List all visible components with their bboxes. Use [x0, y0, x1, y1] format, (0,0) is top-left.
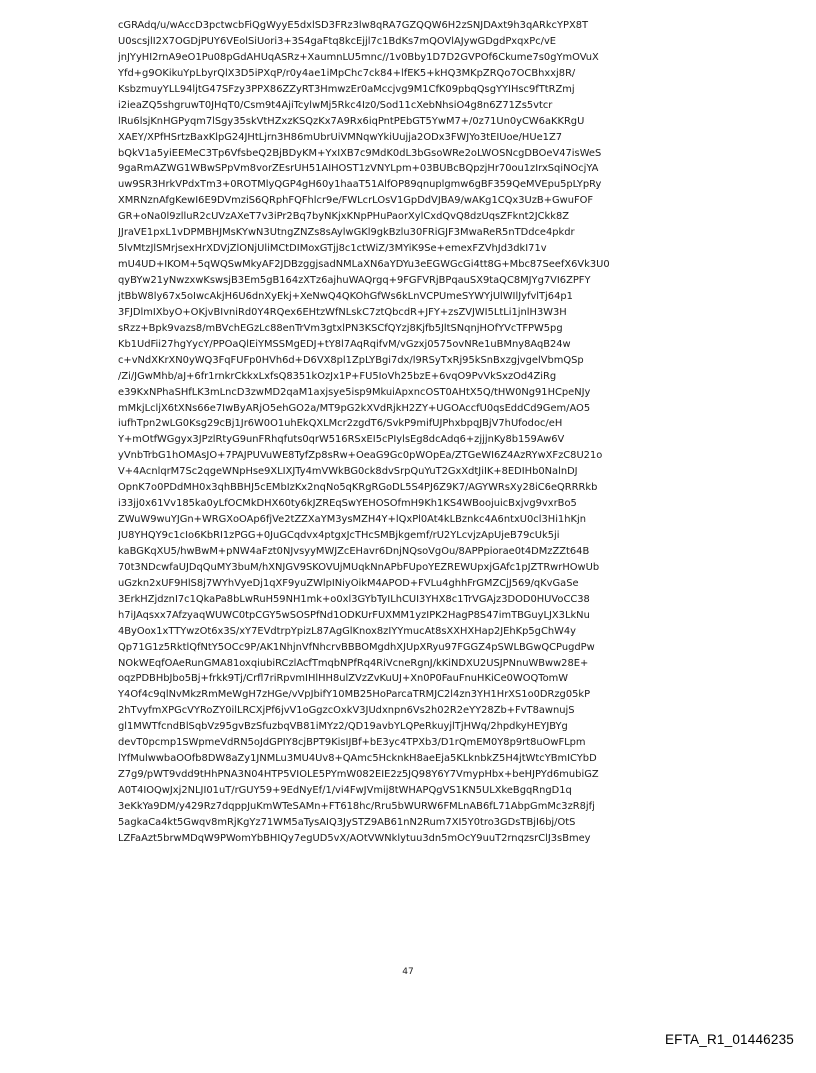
text-line: U0scsjlI2X7OGDjPUY6VEolSiUori3+3S4gaFtq8kcEjjl7c1BdKs7mQOVlAJywGDgdPxqxPc/vE [118, 35, 557, 47]
text-line: iufhTpn2wLG0Ksg29cBj1Jr6W0O1uhEkQXLMcr2zgdT6/SvkP9mifUJPhxbpqJBjV7hUfodoc/eH [118, 418, 563, 430]
text-line: kaBGKqXU5/hwBwM+pNW4aFzt0NJvsyyMWJZcEHavr6DnjNQsoVgOu/8APPpiorae0t4DMzZZt64B [118, 545, 590, 557]
text-line: JU8YHQY9c1cIo6KbRI1zPGG+0JuGCqdvx4ptgxJcTHcSMBjkgemf/rU2YLcvjzApUjeB79cUk5ji [118, 530, 560, 541]
text-line: mU4UD+IKOM+5qWQSwMkyAF2JDBzggjsadNMLaXN6aYDYu3eEGWGcGi4tt8G+Mbc87SeefX6Vk3U0 [118, 259, 610, 271]
encoded-text-block [118, 18, 718, 847]
text-line: 5lvMtzJlSMrjsexHrXDVjZlONjUliMCtDIMoxGTjj8c1ctWiZ/3MYiK9Se+emexFZVhJd3dkI71v [118, 243, 547, 255]
text-line: gl1MWTfcndBlSqbVz95gvBzSfuzbqVB81iMYz2/QD19avbYLQPeRkuyjlTjHWq/2hpdkyHEYJBYg [118, 721, 568, 733]
text-line: 3FJDlmIXbyO+OKjvBIvniRd0Y4RQex6EHtzWfNLskC7ztQbcdR+JFY+zsZVJWI5LtLi1jnlH3W3H [118, 306, 567, 318]
text-line: uGzkn2xUF9HlS8j7WYhVyeDj1qXF9yuZWlpINiyOikM4APOD+FVLu4ghhFrGMZCjJ569/qKvGaSe [118, 577, 579, 589]
text-line: 3ErkHZjdznI7c1QkaPa8bLwRuH59NH1mk+o0xl3GYbTyILhCUI3YHX8c1TrVGAjz3DOD0HUVoCC38 [118, 593, 590, 605]
text-line: Yfd+g9OKikuYpLbyrQlX3D5iPXqP/r0y4ae1iMpChc7ck84+lfEK5+kHQ3MKpZRQo7OCBhxxj8R/ [118, 67, 576, 79]
text-line: sRzz+Bpk9vazs8/mBVchEGzLc88enTrVm3gtxlPN3KSCfQYzj8Kjfb5JltSNqnjHOfYVcTFPW5pg [118, 322, 563, 334]
text-line: NOkWEqfOAeRunGMA81oxqiubiRCzlAcfTmqbNPfRq4RiVcneRgnJ/kKiNDXU2USJPNnuWBww28E+ [118, 657, 589, 669]
text-line: Y+mOtfWGgyx3JPzlRtyG9unFRhqfuts0qrW516RSxEI5cPIylsEg8dcAdq6+zjjjnKy8b159Aw6V [118, 434, 565, 446]
text-line: devT0pcmp1SWpmeVdRN5oJdGPIY8cjBPT9KisIJBf+bE3yc4TPXb3/D1rQmEM0Y8p9rt8uOwFLpm [118, 737, 586, 749]
text-line: V+4AcnlqrM7Sc2qgeWNpHse9XLIXJTy4mVWkBG0ck8dvSrpQuYuT2GxXdtJiIK+8EDIHb0NalnDJ [118, 466, 578, 478]
text-line: i2ieaZQ5shgruwT0JHqT0/Csm9t4AjiTcylwMj5Rkc4Iz0/Sod11cXebNhsiO4g8n6Z71Zs5vtcr [118, 99, 553, 111]
text-line: 4ByOox1xTTYwzOt6x3S/xY7EVdtrpYpizL87AgGlKnox8zIYYmucAt8sXXHXHap2JEhKp5gChW4y [118, 625, 576, 637]
text-line: Z7g9/pWT9vdd9tHhPNA3N04HTP5VIOLE5PYmW082EIE2z5JQ98Y6Y7VmypHbx+beHJPYd6mubiGZ [118, 769, 599, 781]
text-line: XMRNznAfgKewI6E9DVmziS6QRphFQFhlcr9e/FWLcrLOsV1GpDdVJBA9/wAKg1CQx3UzB+GwuFOF [118, 195, 594, 207]
text-line: jnJYyHI2rnA9eO1Pu08pGdAHUqASRz+XaumnLU5mnc//1v0Bby1D7D2GVPOf6Ckume7s0gYmOVuX [118, 51, 599, 63]
text-line: lYfMulwwbaOOfb8DW8aZy1JNMLu3MU4Uv8+QAmc5HcknkH8aeEja5KLknbkZ5H4jtWtcYBmICYbD [118, 753, 597, 765]
text-line: 2hTvyfmXPGcVYRoZY0ilLRCXjPf6jvV1oGgzcOxkV3JUdxnpn6Vs2h02R2eYY28Zb+FvT8awnujS [118, 705, 575, 717]
text-line: c+vNdXKrXN0yWQ3FqFUFp0HVh6d+D6VX8pl1ZpLYBgi7dx/l9RSyTxRj95kSnBxzgjvgelVbmQSp [118, 354, 584, 366]
text-line: 5agkaCa4kt5Gwqv8mRjKgYz71WM5aTysAIQ3JySTZ9AB61nN2Rum7XI5Y0tro3GDsTBjI6bj/OtS [118, 816, 576, 828]
text-line: 3eKkYa9DM/y429Rz7dqppJuKmWTeSAMn+FT618hc/Rru5bWURW6FMLnAB6fL71AbpGmMc3zR8jfj [118, 800, 595, 812]
text-line: Kb1UdFii27hgYycY/PPOaQlEiYMSSMgEDJ+tY8l7AqRqifvM/vGzxj0575ovNRe1uBMny8AqB24w [118, 338, 571, 350]
text-line: 9gaRmAZWG1WBwSPpVm8vorZEsrUH51AIHOST1zVNYLpm+03BUBcBQpzjHr70ou1zIrxSqiNOcjYA [118, 163, 599, 175]
text-line: jtBbW8ly67x5oIwcAkjH6U6dnXyEkj+XeNwQ4QKOhGfWs6kLnVCPUmeSYWYjUlWIlJyfvlTj64p1 [118, 290, 573, 302]
text-line: cGRAdq/u/wAccD3pctwcbFiQgWyyE5dxlSD3FRz3lw8qRA7GZQQW6H2zSNJDAxt9h3qARkcYPX8T [118, 20, 589, 31]
text-line: JJraVE1pxL1vDPMBHJMsKYwN3UtngZNZs8sAylwGKl9gkBzlu30FRiGJF3MwaReR5nTDdce4pkdr [118, 227, 575, 239]
text-line: /Zi/JGwMhb/aJ+6fr1rnkrCkkxLxfsQ8351kOzJx1P+FU5IoVh25bzE+6vqO9PvVkSxzOd4ZiRg [118, 370, 557, 382]
document-id-stamp: EFTA_R1_01446235 [664, 1032, 794, 1047]
text-line: uw9SR3HrkVPdxTm3+0ROTMlyQGP4gH60y1haaT51AlfOP89qnuplgmw6gBF359QeMVEpu5pLYpRy [118, 179, 602, 191]
text-line: yVnbTrbG1hOMAsJO+7PAJPUVuWE8TyfZp8sRw+OeaG9Gc0pWOpEa/ZTGeWI6Z4AzRYwXFzC8U21o [118, 450, 603, 462]
text-line: lRu6lsjKnHGPyqm7lSgy35skVtHZxzKSQzKx7A9Rx6iqPntPEbGT5YwM7+/0z71Un0yCW6aKKRgU [118, 115, 585, 127]
text-line: A0T4IOQwJxj2NLJI01uT/rGUY59+9EdNyEf/1/vi4FwJVmij8tWHAPQgVS1KN5ULXkeBgqRngD1q [118, 785, 572, 796]
text-line: i33jj0x61Vv185ka0yLfOCMkDHX60ty6kJZREqSwYEHOSOfmH9Kh1KS4WBoojuicBxjvg9vxrBo5 [118, 498, 577, 510]
text-line: Qp71G1z5RktlQfNtY5OCc9P/AK1NhjnVfNhcrvBBBOMgdhXJUpXRyu97FGGZ4pSWLBGwQCPugdPw [118, 641, 595, 653]
text-line: XAEY/XPfHSrtzBaxKlpG24JHtLjrn3H86mUbrUiVMNqwYkiUujja2ODx3FWJYo3tEIUoe/HUe1Z7 [118, 131, 562, 143]
page-number: 47 [402, 967, 414, 977]
text-line: ZWuW9wuYJGn+WRGXoOAp6fjVe2tZZXaYM3ysMZH4Y+lQxPl0At4kLBznkc4A6ntxU0cl3Hi1hKjn [118, 514, 586, 526]
text-line: GR+oNa0l9zlluR2cUVzAXeT7v3iPr2Bq7byNKjxKNpPHuPaorXylCxdQvQ8dzUqsZFknt2JCkk8Z [118, 211, 570, 223]
text-line: h7iJAqsxx7AfzyaqWUWC0tpCGY5wSOSPfNd1ODKUrFUXMM1yzIPK2HagP8S47imTBGuyLJX3LkNu [118, 609, 590, 621]
text-line: Y4Of4c9qlNvMkzRmMeWgH7zHGe/vVpJbifY10MB25HoParcaTRMJC2l4zn3YH1HrXS1o0DRzg05kP [118, 689, 591, 701]
text-line: LZFaAzt5brwMDqW9PWomYbBHIQy7egUD5vX/AOtVWNklytuu3dn5mOcY9uuT2rnqzsrClJ3sBmey [118, 832, 591, 844]
text-line: e39KxNPhaSHfLK3mLncD3zwMD2qaM1axjsye5isp9MkuiApxncOST0AHtX5Q/tHW0Ng91HCpeNJy [118, 386, 591, 398]
text-line: mMkjLcljX6tXNs66e7IwByARjO5ehGO2a/MT9pG2kXVdRjkH2ZY+UGOAccfU0qsEddCd9Gem/AO5 [118, 402, 591, 414]
text-line: oqzPDBHbJbo5Bj+frkk9Tj/Crfl7riRpvmIHlHH8ulZVzZvKuUJ+Xn0P0FauFnuHKiCe0WOQTomW [118, 673, 569, 685]
text-line: OpnK7o0PDdMH0x3qhBBHJ5cEMbIzKx2nqNo5qKRgRGoDL5S4PJ6Z9K7/AGYWRsXy28iC6eQRRRkb [118, 482, 598, 494]
text-line: KsbzmuyYLL94ljtG47SFzy3PPX86ZZyRT3HmwzEr0aMccjvg9M1CfK09pbqQsgYYIHsc9fTtRZmj [118, 83, 575, 95]
text-line: qyBYw21yNwzxwKswsjB3Em5gB164zXTz6ajhuWAQrgq+9FGFVRjBPqauSX9taQC8MJYg7VI6ZPFY [118, 275, 591, 286]
text-line: bQkV1a5yiEEMeC3Tp6VfsbeQ2BjBDyKM+YxIXB7c9MdK0dL3bGsoWRe2oLWOSNcgDBOeV47isWeS [118, 147, 602, 159]
text-line: 70t3NDcwfaUJDqQuMY3buM/hXNJGV9SKOVUjMUqkNnAPbFUpoYEZREWUpxjGAfc1pJZTRwrHOwUb [118, 561, 600, 573]
